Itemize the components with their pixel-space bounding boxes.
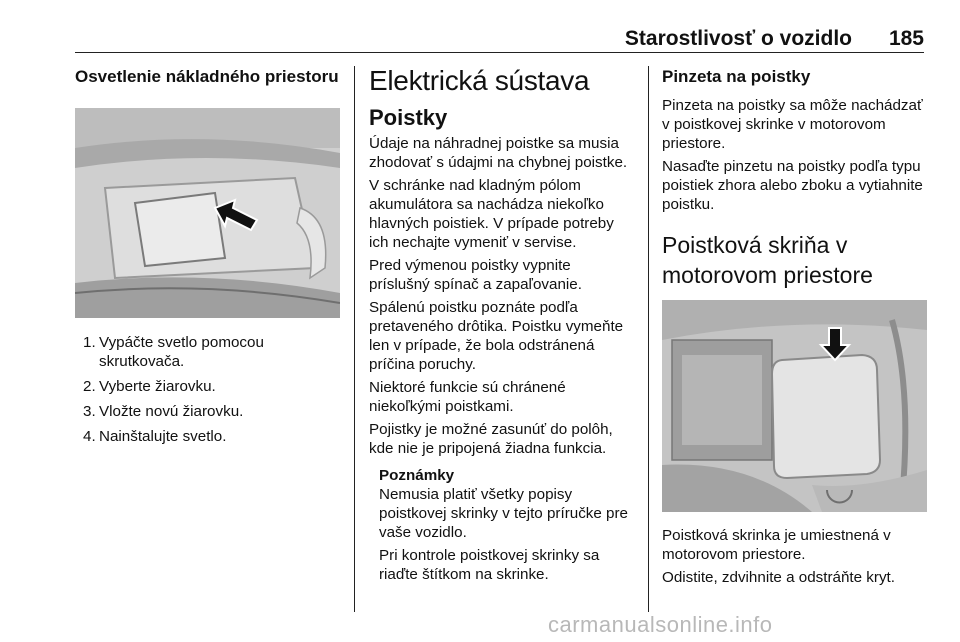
list-item: 4. Nainštalujte svetlo. (83, 428, 227, 445)
engine-fusebox-photo (662, 300, 927, 512)
paragraph: Nasaďte pinzetu na poistky podľa typu poistiek zhora alebo zboku a vytiahnite poistku. (662, 158, 923, 213)
section-title-engine-fusebox: Poistková skriňa v motorovom priestore (662, 232, 873, 288)
header-title: Starostlivosť o vozidlo (624, 27, 852, 50)
page-number: 185 (888, 27, 924, 50)
list-item: 2. Vyberte žiarovku. (83, 378, 216, 395)
paragraph: Odistite, zdvihnite a odstráňte kryt. (662, 569, 895, 586)
paragraph: V schránke nad kladným pólom akumulátora sa nachádza niekoľko hlavných poistiek. V prípade potreby ich nechajte vymeniť v servise. (369, 177, 614, 251)
paragraph: Niektoré funkcie sú chránené niekoľkými poistkami. (369, 379, 566, 415)
paragraph: Pinzeta na poistky sa môže nachádzať v poistkovej skrinke v motorovom priestore. (662, 97, 923, 152)
note-text: Nemusia platiť všetky popisy poistkovej skrinky v tejto príručke pre vaše vozidlo. (379, 486, 628, 541)
steps-list (75, 333, 340, 446)
column-1 (75, 62, 340, 452)
section-heading-fuse-tweezers: Pinzeta na poistky (662, 67, 811, 86)
note-title: Poznámky (379, 467, 455, 484)
section-heading-cargo-light: Osvetlenie nákladného priestoru (75, 67, 339, 86)
column-divider-2 (648, 66, 649, 612)
chapter-title: Elektrická sústava (369, 65, 590, 96)
paragraph: Pred výmenou poistky vypnite príslušný spínač a zapaľovanie. (369, 257, 582, 293)
cargo-light-photo (75, 108, 340, 318)
watermark: carmanualsonline.info (548, 612, 773, 637)
list-item: 3. Vložte novú žiarovku. (83, 403, 244, 420)
list-item: 1. Vypáčte svetlo pomocou skrutkovača. (83, 334, 264, 370)
note-box (379, 466, 635, 584)
column-divider-1 (354, 66, 355, 612)
paragraph: Údaje na náhradnej poistke sa musia zhodovať s údajmi na chybnej poistke. (369, 135, 628, 171)
column-2 (369, 62, 635, 588)
column-3 (662, 62, 927, 591)
note-text: Pri kontrole poistkovej skrinky sa riaďte štítkom na skrinke. (379, 547, 600, 583)
paragraph: Spálenú poistku poznáte podľa pretaveného drôtika. Poistku vymeňte len v prípade, že bola odstránená príčina poruchy. (369, 299, 624, 373)
section-title-fuses: Poistky (369, 105, 448, 130)
paragraph: Pojistky je možné zasunúť do polôh, kde nie je pripojená žiadna funkcia. (369, 421, 613, 457)
header-rule (75, 52, 924, 53)
paragraph: Poistková skrinka je umiestnená v motorovom priestore. (662, 527, 891, 563)
